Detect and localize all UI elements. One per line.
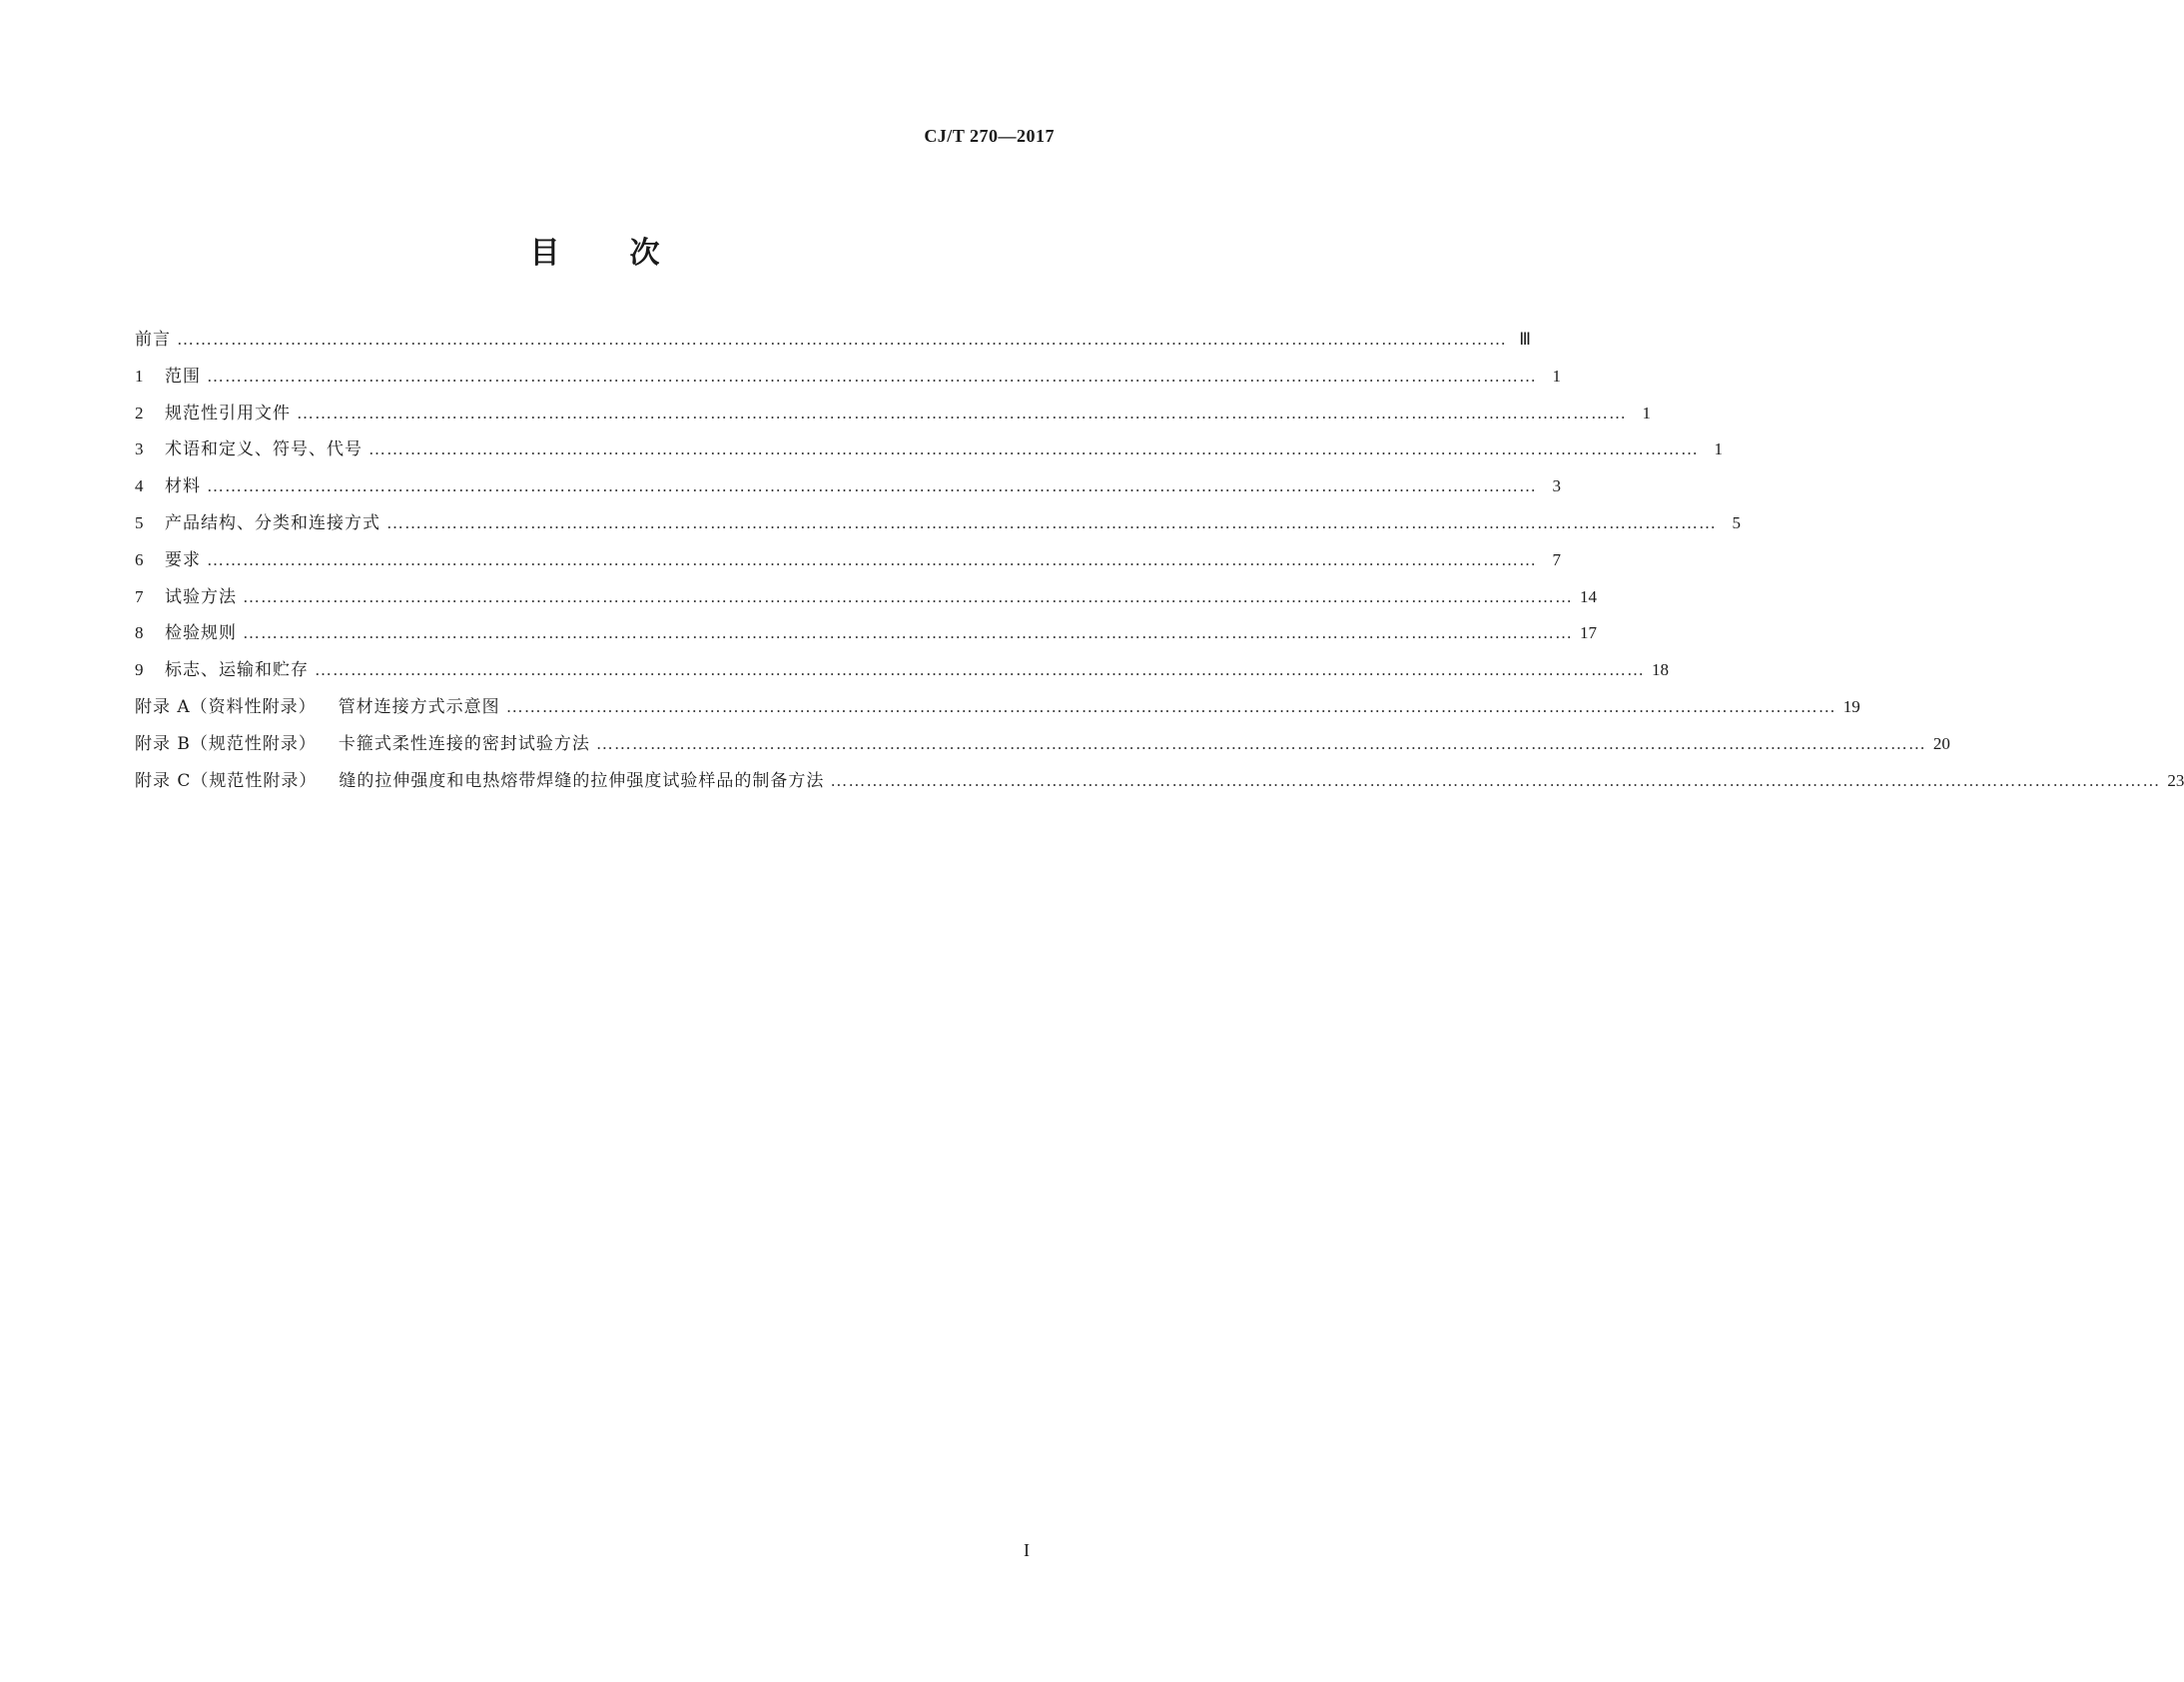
toc-entry-materials[interactable] xyxy=(135,474,1561,511)
toc-entry-scope[interactable] xyxy=(135,365,1561,402)
toc-entry-label: 前言 xyxy=(135,330,171,350)
standard-code: CJ/T 270—2017 xyxy=(924,126,1055,146)
toc-leader-dots: …………………………………………………………………………………………………………………………………………………………………………………………………… xyxy=(243,586,1573,606)
toc-leader-dots: …………………………………………………………………………………………………………………………………………………………………………………………………… xyxy=(830,770,2161,790)
table-of-contents xyxy=(135,328,2184,805)
toc-entry-number: 3 xyxy=(135,439,144,459)
toc-entry-number: 6 xyxy=(135,549,144,569)
toc-entry-appendix-c[interactable] xyxy=(135,769,2184,806)
toc-entry-number: 2 xyxy=(135,403,144,422)
toc-entry-normative-references[interactable] xyxy=(135,402,1651,438)
toc-entry-label xyxy=(135,769,824,793)
appendix-prefix: 附录 C（规范性附录） xyxy=(135,770,318,791)
toc-entry-page: 1 xyxy=(1552,366,1561,386)
toc-leader-dots: …………………………………………………………………………………………………………………………………………………………………………………………………… xyxy=(505,696,1836,716)
toc-entry-page: 23 xyxy=(2167,770,2184,790)
toc-entry-number: 8 xyxy=(135,623,144,643)
toc-entry-label: 术语和定义、符号、代号 xyxy=(165,439,363,460)
toc-entry-appendix-a[interactable] xyxy=(135,695,1860,732)
toc-entry-structure[interactable] xyxy=(135,511,1741,548)
appendix-prefix: 附录 A（资料性附录） xyxy=(135,696,317,717)
toc-entry-test-methods[interactable] xyxy=(135,585,1597,622)
toc-entry-terms[interactable] xyxy=(135,437,1723,474)
toc-entry-page: 5 xyxy=(1732,512,1741,532)
toc-entry-page: Ⅲ xyxy=(1519,330,1531,349)
toc-entry-label: 要求 xyxy=(165,549,201,570)
toc-title-part2: 次 xyxy=(629,236,660,271)
toc-entry-number: 4 xyxy=(135,476,144,496)
toc-entry-number: 5 xyxy=(135,512,144,532)
toc-entry-label: 材料 xyxy=(165,476,201,497)
toc-entry-page: 14 xyxy=(1580,586,1597,606)
toc-leader-dots: …………………………………………………………………………………………………………………………………………………………………………………………………… xyxy=(243,623,1573,643)
toc-entry-inspection-rules[interactable] xyxy=(135,621,1597,658)
appendix-prefix: 附录 B（规范性附录） xyxy=(135,733,317,754)
toc-entry-label: 产品结构、分类和连接方式 xyxy=(165,512,380,533)
toc-entry-number: 7 xyxy=(135,586,144,606)
appendix-title: 卡箍式柔性连接的密封试验方法 xyxy=(338,733,590,754)
toc-leader-dots: …………………………………………………………………………………………………………………………………………………………………………………………………… xyxy=(207,549,1537,569)
toc-entry-foreword[interactable] xyxy=(135,328,1531,365)
toc-leader-dots: …………………………………………………………………………………………………………………………………………………………………………………………………… xyxy=(207,476,1537,496)
toc-entry-number: 9 xyxy=(135,660,144,680)
toc-entry-page: 18 xyxy=(1652,660,1669,680)
toc-entry-page: 7 xyxy=(1552,549,1561,569)
toc-entry-page: 20 xyxy=(1932,733,1950,753)
toc-leader-dots: …………………………………………………………………………………………………………………………………………………………………………………………………… xyxy=(177,330,1507,349)
toc-leader-dots: …………………………………………………………………………………………………………………………………………………………………………………………………… xyxy=(595,733,1926,753)
appendix-title: 管材连接方式示意图 xyxy=(338,696,500,717)
toc-leader-dots: …………………………………………………………………………………………………………………………………………………………………………………………………… xyxy=(368,439,1699,459)
toc-title-part1: 目 xyxy=(529,236,560,271)
toc-title xyxy=(0,228,1189,272)
toc-leader-dots: …………………………………………………………………………………………………………………………………………………………………………………………………… xyxy=(297,403,1627,422)
toc-leader-dots: …………………………………………………………………………………………………………………………………………………………………………………………………… xyxy=(386,512,1717,532)
toc-entry-page: 19 xyxy=(1842,696,1860,716)
toc-entry-label: 标志、运输和贮存 xyxy=(165,660,309,681)
toc-entry-page: 1 xyxy=(1714,439,1723,459)
toc-entry-label xyxy=(135,732,590,756)
toc-entry-label: 规范性引用文件 xyxy=(165,403,291,423)
appendix-title: 缝的拉伸强度和电热熔带焊缝的拉伸强度试验样品的制备方法 xyxy=(339,770,825,791)
page-number: I xyxy=(1024,1540,1030,1560)
toc-entry-label: 试验方法 xyxy=(165,586,237,607)
toc-entry-page: 1 xyxy=(1642,403,1651,422)
toc-entry-page: 17 xyxy=(1580,623,1597,643)
toc-entry-number: 1 xyxy=(135,366,144,386)
toc-entry-label: 范围 xyxy=(165,366,201,387)
toc-entry-page: 3 xyxy=(1552,476,1561,496)
toc-entry-appendix-b[interactable] xyxy=(135,732,1950,769)
toc-entry-label: 检验规则 xyxy=(165,623,237,644)
toc-entry-label xyxy=(135,695,500,719)
toc-entry-marking[interactable] xyxy=(135,658,1669,695)
toc-entry-requirements[interactable] xyxy=(135,548,1561,585)
toc-leader-dots: …………………………………………………………………………………………………………………………………………………………………………………………………… xyxy=(207,366,1537,386)
toc-leader-dots: …………………………………………………………………………………………………………………………………………………………………………………………………… xyxy=(315,660,1645,680)
